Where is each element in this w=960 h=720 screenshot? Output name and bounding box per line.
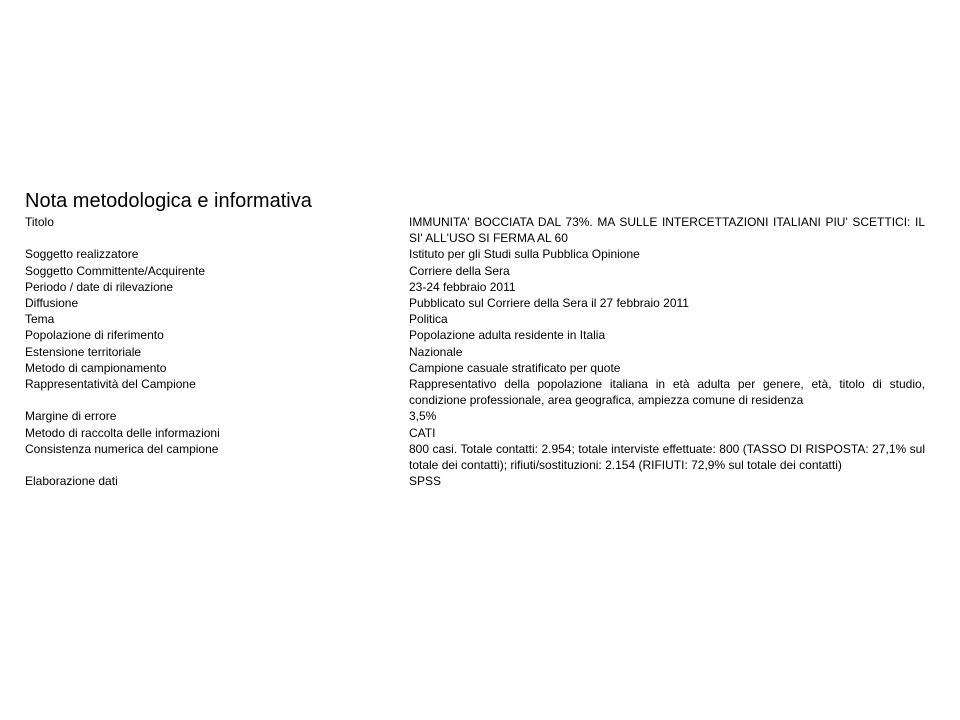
row-margine-errore — [25, 408, 925, 424]
row-label: Tema — [25, 312, 55, 327]
row-value: Campione casuale stratificato per quote — [409, 360, 621, 375]
row-titolo — [25, 214, 925, 246]
row-value: IMMUNITA' BOCCIATA DAL 73%. MA SULLE INTERCETTAZIONI ITALIANI PIU' SCETTICI: IL SI' ALL'USO SI FERMA AL 60 — [409, 215, 925, 246]
row-value: Politica — [409, 312, 448, 327]
row-value: 800 casi. Totale contatti: 2.954; totale interviste effettuate: 800 (TASSO DI RISPOSTA: 27,1% sul totale dei contatti); rifiuti/sostituzioni: 2.154 (RIFIUTI: 72,9% sul totale dei contatti) — [409, 441, 925, 473]
row-periodo — [25, 279, 925, 295]
row-label: Metodo di raccolta delle informazioni — [25, 425, 220, 440]
methodology-note — [25, 188, 925, 489]
row-soggetto-realizzatore — [25, 246, 925, 262]
row-label: Metodo di campionamento — [25, 360, 167, 375]
row-label: Estensione territoriale — [25, 344, 142, 359]
row-tema — [25, 311, 925, 327]
row-value: 3,5% — [409, 409, 437, 424]
row-label: Margine di errore — [25, 409, 117, 424]
row-rappresentativita — [25, 376, 925, 408]
row-elaborazione — [25, 473, 925, 489]
info-table — [25, 214, 925, 489]
row-estensione — [25, 344, 925, 360]
row-label: Consistenza numerica del campione — [25, 441, 219, 456]
row-consistenza — [25, 441, 925, 473]
row-value: Istituto per gli Studi sulla Pubblica Opinione — [409, 247, 640, 262]
row-label: Popolazione di riferimento — [25, 328, 164, 343]
row-value: 23-24 febbraio 2011 — [409, 279, 516, 294]
row-metodo-raccolta — [25, 425, 925, 441]
row-label: Soggetto realizzatore — [25, 247, 139, 262]
row-value: Nazionale — [409, 344, 463, 359]
row-value: SPSS — [409, 474, 442, 489]
row-label: Elaborazione dati — [25, 474, 118, 489]
row-metodo-campionamento — [25, 360, 925, 376]
row-value: Rappresentativo della popolazione italiana in età adulta per genere, età, titolo di studio, condizione professionale, area geografica, ampiezza comune di residenza — [409, 377, 925, 408]
row-popolazione — [25, 327, 925, 343]
row-value: CATI — [409, 425, 436, 440]
row-label: Periodo / date di rilevazione — [25, 279, 174, 294]
row-label: Titolo — [25, 215, 54, 229]
row-value: Popolazione adulta residente in Italia — [409, 328, 606, 343]
row-committente — [25, 263, 925, 279]
row-value: Corriere della Sera — [409, 263, 510, 278]
row-label: Soggetto Committente/Acquirente — [25, 263, 206, 278]
row-diffusione — [25, 295, 925, 311]
row-label: Diffusione — [25, 296, 79, 311]
row-value: Pubblicato sul Corriere della Sera il 27 febbraio 2011 — [409, 296, 689, 311]
page-title: Nota metodologica e informativa — [25, 190, 312, 212]
row-label: Rappresentatività del Campione — [25, 377, 196, 392]
